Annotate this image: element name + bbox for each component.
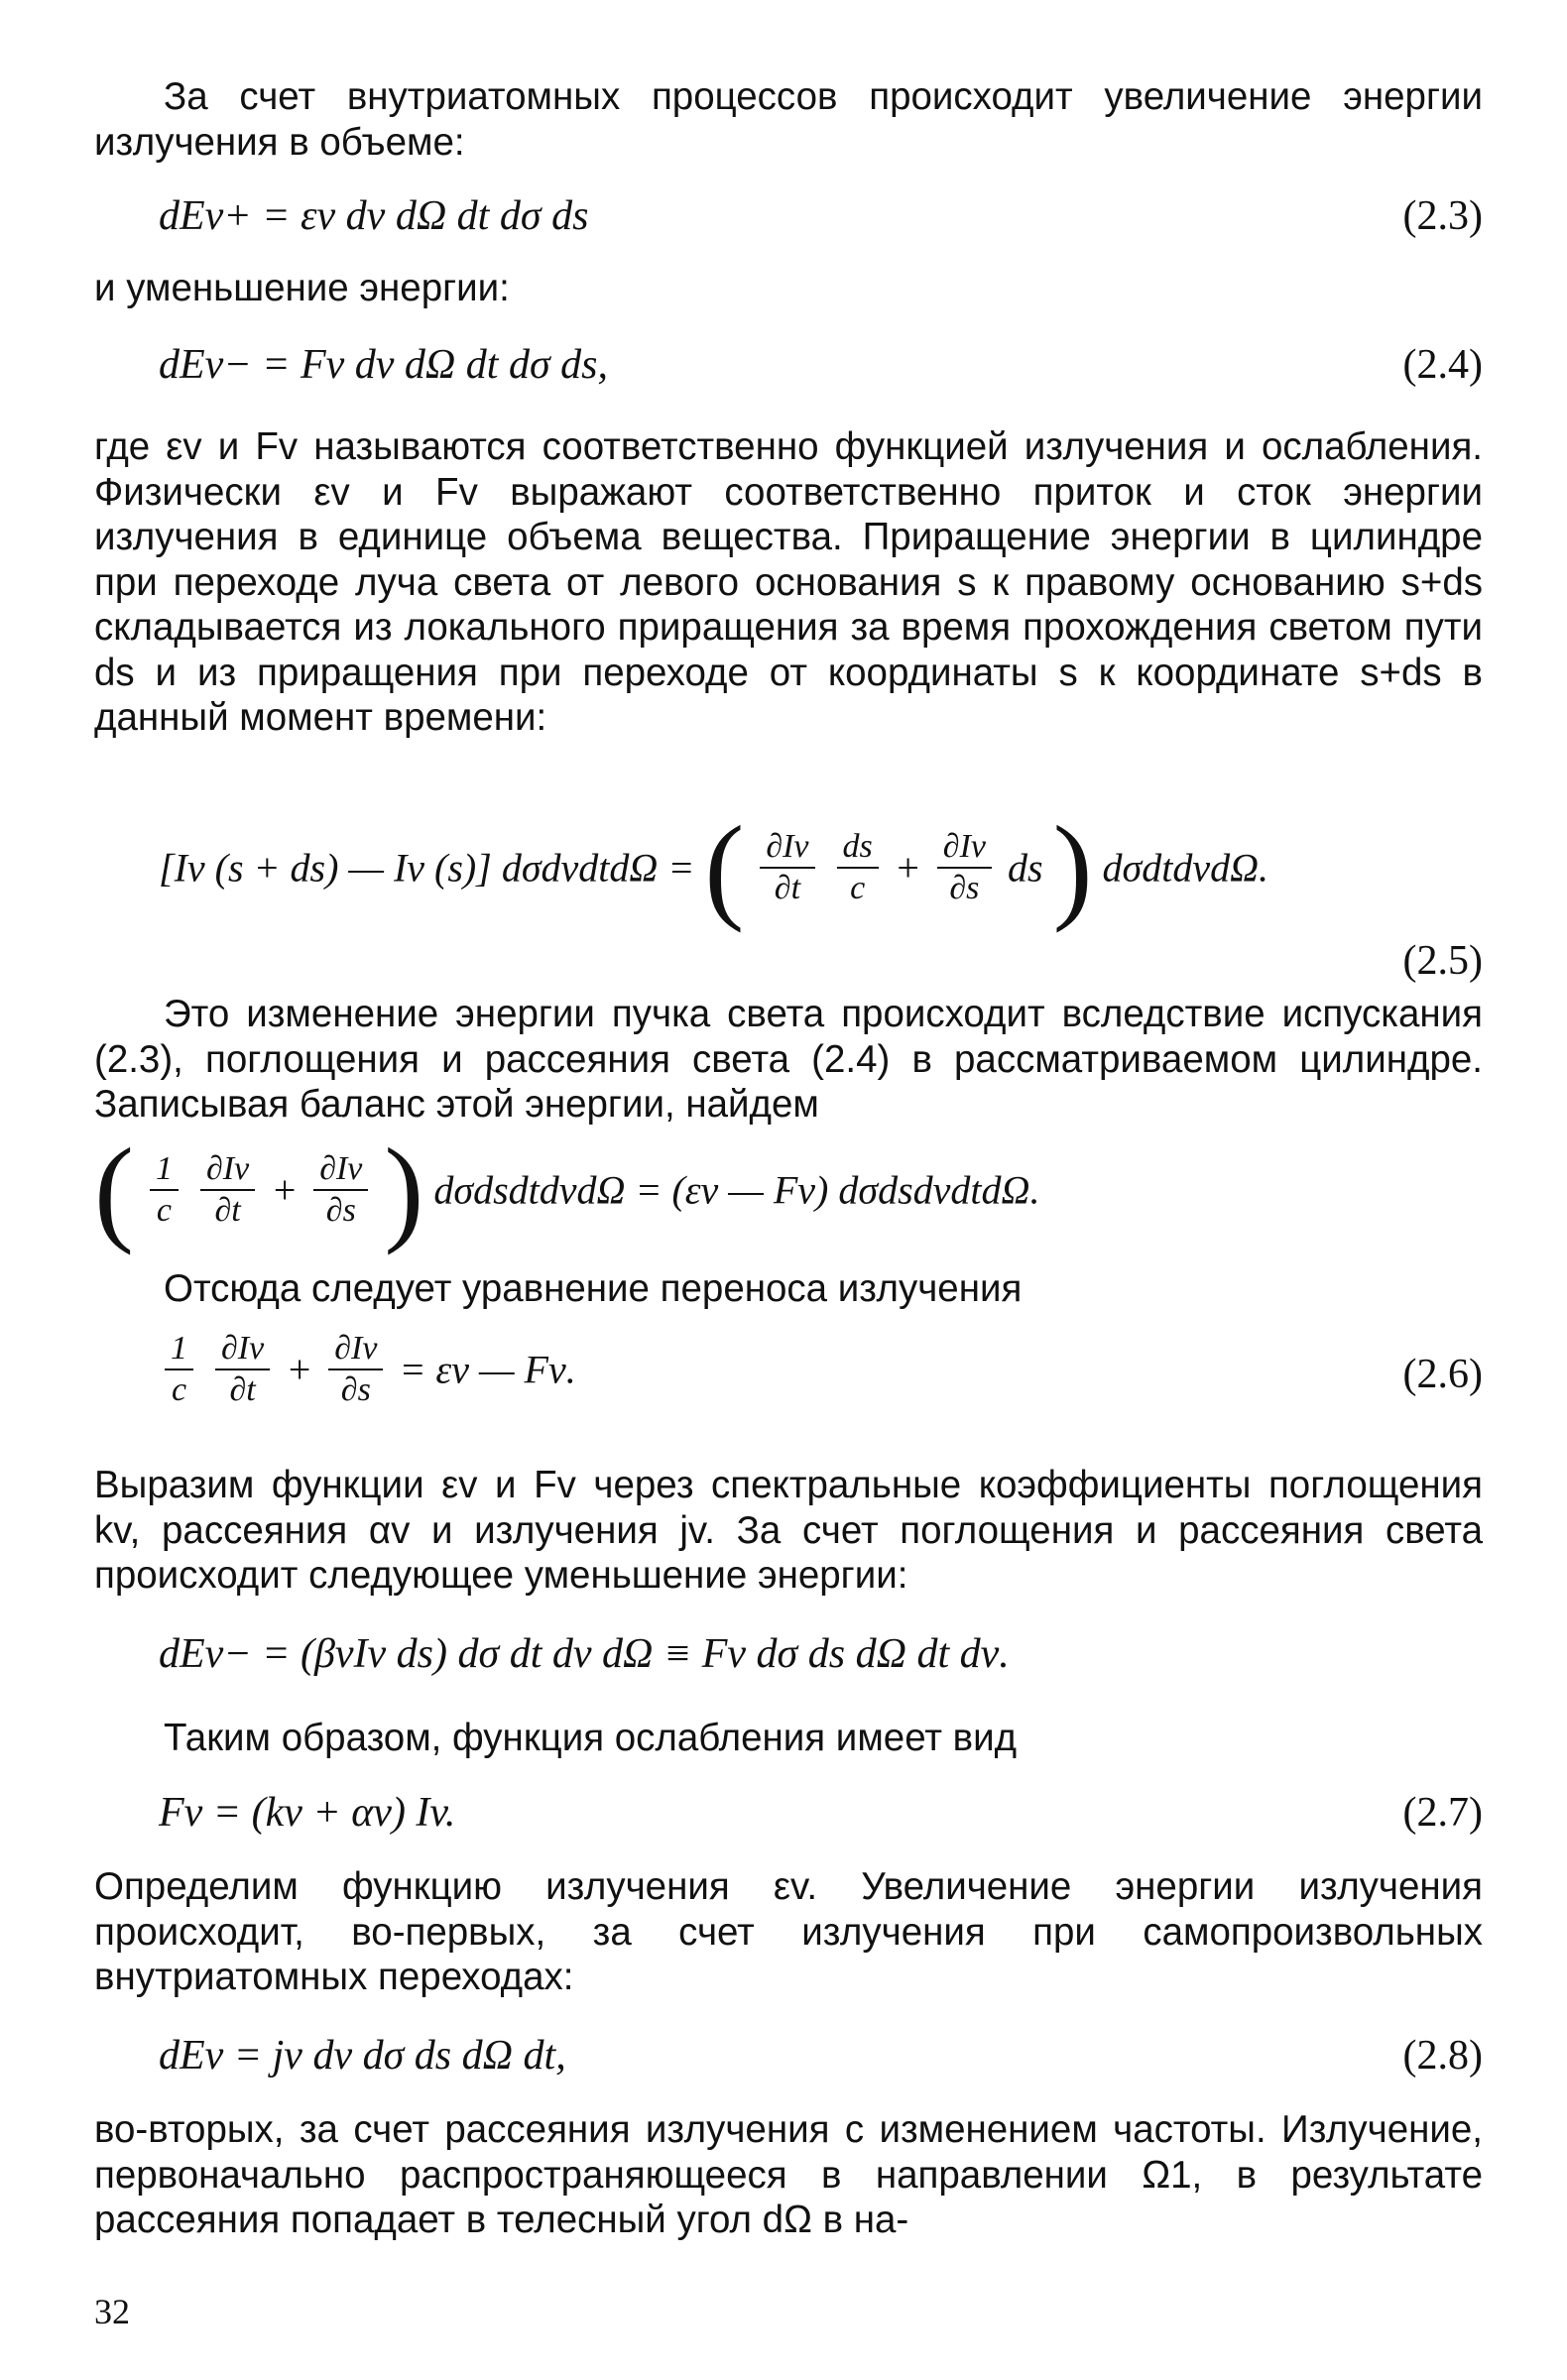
paragraph-6: Выразим функции εv и Fv через спектральные коэффициенты поглощения kv, рассеяния αv и излучения jv. За счет поглощения и рассеяния света происходит следующее уменьшение энергии: (94, 1464, 1483, 1597)
fraction (215, 1329, 270, 1410)
numerator: ds (837, 827, 879, 869)
equation-2-3 (159, 188, 1483, 244)
equation-left: [Iν (s + ds) — Iν (s)] dσdνdtdΩ = (159, 845, 695, 891)
denominator: c (171, 1371, 187, 1408)
fraction (328, 1329, 383, 1410)
equation-expression: dEv− = (βvIv ds) dσ dt dν dΩ ≡ Fv dσ ds dΩ dt dν. (159, 1631, 1010, 1677)
fraction (313, 1149, 368, 1231)
fraction (760, 827, 814, 908)
numerator: ∂Iν (328, 1329, 383, 1370)
denominator: c (850, 870, 866, 906)
equation-right: = εν — Fν. (399, 1347, 576, 1392)
equation-number-2-6: (2.6) (1402, 1352, 1483, 1397)
numerator: 1 (165, 1329, 193, 1370)
paragraph-9: во-вторых, за счет рассеяния излучения с изменением частоты. Излучение, первоначально распространяющееся в направлении Ω1, в результате рассеяния попадает в телесный угол dΩ в на- (94, 2108, 1483, 2241)
equation-right: dσdsdtdνdΩ = (εν — Fν) dσdsdνdtdΩ. (433, 1167, 1040, 1213)
fraction (165, 1329, 193, 1410)
plus-sign: + (894, 845, 921, 891)
paragraph-5: Отсюда следует уравнение переноса излучения (164, 1267, 1023, 1310)
equation-number: (2.7) (1402, 1790, 1483, 1836)
equation-expression: dEv = jv dν dσ ds dΩ dt, (159, 2033, 566, 2079)
denominator: ∂t (229, 1371, 256, 1408)
denominator: ∂t (214, 1192, 241, 1229)
close-paren: ) (384, 1124, 424, 1255)
equation-number-2-5: (2.5) (1402, 938, 1483, 984)
equation-expression: Fv = (kv + αv) Iv. (159, 1790, 456, 1836)
equation-2-7 (159, 1785, 1483, 1841)
open-paren: ( (704, 801, 745, 933)
plus-sign: + (271, 1167, 299, 1213)
equation-2-4 (159, 337, 1483, 393)
fraction (200, 1149, 255, 1231)
numerator: ∂Iν (760, 827, 814, 869)
denominator: ∂t (774, 870, 801, 906)
paragraph-4: Это изменение энергии пучка света происходит вследствие испускания (2.3), поглощения и рассеяния света (2.4) в рассматриваемом цилиндре. Записывая баланс этой энергии, найдем (94, 993, 1483, 1126)
fraction (837, 827, 879, 908)
paragraph-1: За счет внутриатомных процессов происходит увеличение энергии излучения в объеме: (94, 75, 1483, 164)
equation-2-6 (159, 1329, 1483, 1410)
page-number: 32 (94, 2292, 130, 2331)
equation-2-8 (159, 2028, 1483, 2083)
fraction (150, 1149, 179, 1231)
paragraph-2: и уменьшение энергии: (94, 267, 510, 309)
equation-number: (2.8) (1402, 2033, 1483, 2079)
denominator: c (156, 1192, 173, 1229)
plus-sign: + (286, 1347, 313, 1392)
equation-number: (2.4) (1402, 342, 1483, 388)
equation-expression: dEv− = Fv dν dΩ dt dσ ds, (159, 342, 609, 388)
equation-2-5 (159, 801, 1483, 933)
numerator: ∂Iν (215, 1329, 270, 1370)
numerator: 1 (150, 1149, 179, 1191)
fraction (937, 827, 992, 908)
numerator: ∂Iν (937, 827, 992, 869)
close-paren: ) (1052, 801, 1093, 933)
numerator: ∂Iν (200, 1149, 255, 1191)
denominator: ∂s (340, 1371, 371, 1408)
equation-balance (94, 1124, 1483, 1255)
denominator: ∂s (949, 870, 980, 906)
equation-right: dσdtdνdΩ. (1102, 845, 1269, 891)
equation-number: (2.3) (1402, 193, 1483, 239)
equation-mid: ds (1007, 845, 1043, 891)
denominator: ∂s (325, 1192, 356, 1229)
paragraph-3: где εv и Fv называются соответственно функцией излучения и ослабления. Физически εv и Fv выражают соответственно приток и сток энергии излучения в единице объема вещества. Приращение энергии в цилиндре при переходе луча света от левого основания s к правому основанию s+ds складывается из локального приращения за время прохождения светом пути ds и из приращения при переходе от координаты s к координате s+ds в данный момент времени: (94, 425, 1483, 739)
equation-loss (159, 1626, 1483, 1682)
numerator: ∂Iν (313, 1149, 368, 1191)
open-paren: ( (94, 1124, 134, 1255)
paragraph-8: Определим функцию излучения εv. Увеличение энергии излучения происходит, во-первых, за счет излучения при самопроизвольных внутриатомных переходах: (94, 1865, 1483, 1998)
paragraph-7: Таким образом, функция ослабления имеет вид (164, 1717, 1018, 1759)
equation-expression: dEv+ = εv dν dΩ dt dσ ds (159, 193, 589, 239)
